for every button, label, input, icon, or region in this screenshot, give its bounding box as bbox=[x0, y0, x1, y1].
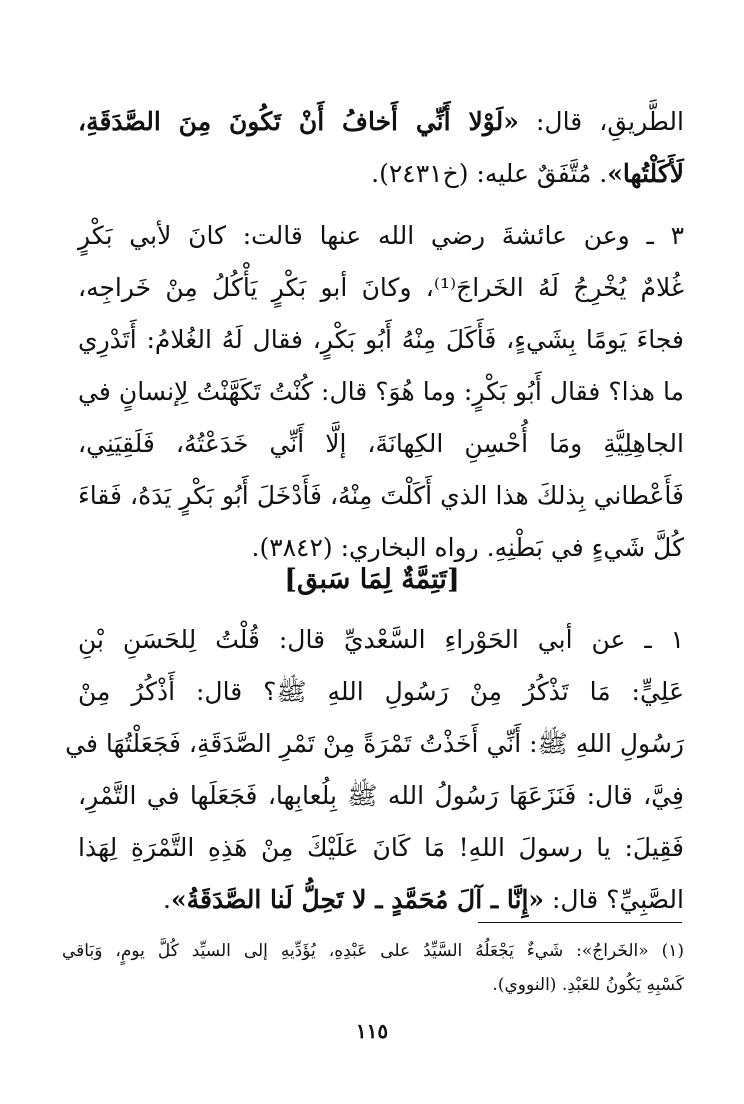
text-line bbox=[78, 148, 684, 200]
footnote-divider bbox=[478, 922, 682, 923]
text-line: فَأَعْطاني بِذلكَ هذا الذي أَكَلْتَ مِنْهُ، فَأَدْخَلَ أَبُو بَكْرٍ يَدَهُ، فَقاءَ bbox=[78, 481, 684, 510]
hadith-continuation bbox=[78, 96, 684, 200]
text-line: ما هذا؟ فقال أَبُو بَكْرٍ: وما هُوَ؟ قال: كُنْتُ تَكَهَّنْتُ لِإنسانٍ في bbox=[78, 377, 684, 406]
hadith-quote: «لَوْلا أَنِّي أَخافُ أَنْ تَكُونَ مِنَ الصَّدَقَةِ، bbox=[78, 107, 519, 136]
text-line: غُلامٌ يُخْرِجُ لَهُ الخَراجَ⁽¹⁾، وكانَ أبو بَكْرٍ يَأْكُلُ مِنْ خَراجِه، bbox=[78, 273, 684, 302]
hadith-quote: «إِنَّا ـ آلَ مُحَمَّدٍ ـ لا تَحِلُّ لَنا الصَّدَقَةُ» bbox=[171, 885, 545, 914]
text-line: الصَّبِيِّ؟ قال: «إِنَّا ـ آلَ مُحَمَّدٍ ـ لا تَحِلُّ لَنا الصَّدَقَةُ». bbox=[163, 885, 684, 914]
section-heading: [تَتِمَّةٌ لِمَا سَبق] bbox=[284, 564, 460, 595]
text-line: عَلِيٍّ: مَا تَذْكُرُ مِنْ رَسُولِ اللهِ ﷺ؟ قال: أَذْكُرُ مِنْ bbox=[78, 677, 684, 706]
text-line: فَقِيلَ: يا رسولَ اللهِ! مَا كَانَ عَلَيْكَ مِنْ هَذِهِ التَّمْرَةِ لِهَذا bbox=[78, 833, 684, 862]
text-line: فجاءَ يَومًا بِشَيءٍ، فَأَكَلَ مِنْهُ أَبُو بَكْرٍ، فقال لَهُ الغُلامُ: أَتَدْرِي bbox=[78, 325, 684, 354]
text-line: ١ ـ عن أبي الحَوْراءِ السَّعْديِّ قال: قُلْتُ لِلحَسَنِ بْنِ bbox=[78, 625, 684, 654]
text-line: ٣ ـ وعن عائشةَ رضي الله عنها قالت: كانَ لأبي بَكْرٍ bbox=[78, 221, 684, 250]
hadith-3-paragraph bbox=[78, 210, 684, 574]
text-line: فِيَّ، قال: فَنَزَعَهَا رَسُولُ الله ﷺ بِلُعابِها، فَجَعَلَها في التَّمْرِ، bbox=[78, 781, 684, 810]
source-reference: . مُتَّفَقٌ عليه: (خ٢٤٣١). bbox=[371, 159, 608, 188]
text-line: كُلَّ شَيءٍ في بَطْنِهِ. رواه البخاري: (٣٨٤٢). bbox=[251, 533, 684, 562]
footnote bbox=[62, 934, 684, 1002]
text-line: رَسُولِ اللهِ ﷺ: أَنِّي أَخَذْتُ تَمْرَةً مِنْ تَمْرِ الصَّدَقَةِ، فَجَعَلْتُهَا في bbox=[65, 729, 684, 758]
footnote-line: (١) «الخَراجُ»: شَيءٌ يَجْعَلُهُ السَّيِّدُ على عَبْدِهِ، يُؤَدِّيهِ إلى السيِّد كُلَّ يومٍ، وَبَاقي bbox=[62, 941, 684, 961]
page-number: ١١٥ bbox=[355, 1019, 389, 1043]
footnote-line: كَسْبِهِ يَكُونُ للعَبْدِ. (النووي). bbox=[492, 975, 684, 995]
supplement-hadith-1-paragraph bbox=[65, 614, 684, 926]
text-line: الطَّريقِ، قال: «لَوْلا أَنِّي أَخافُ أَنْ تَكُونَ مِنَ الصَّدَقَةِ، bbox=[78, 107, 684, 136]
text-line: الجاهِلِيَّةِ ومَا أُحْسِنِ الكِهانَةَ، إلَّا أَنِّي خَدَعْتُهُ، فَلَقِيَنِي، bbox=[78, 429, 684, 458]
hadith-quote: لَأَكَلْتُها» bbox=[607, 159, 684, 188]
